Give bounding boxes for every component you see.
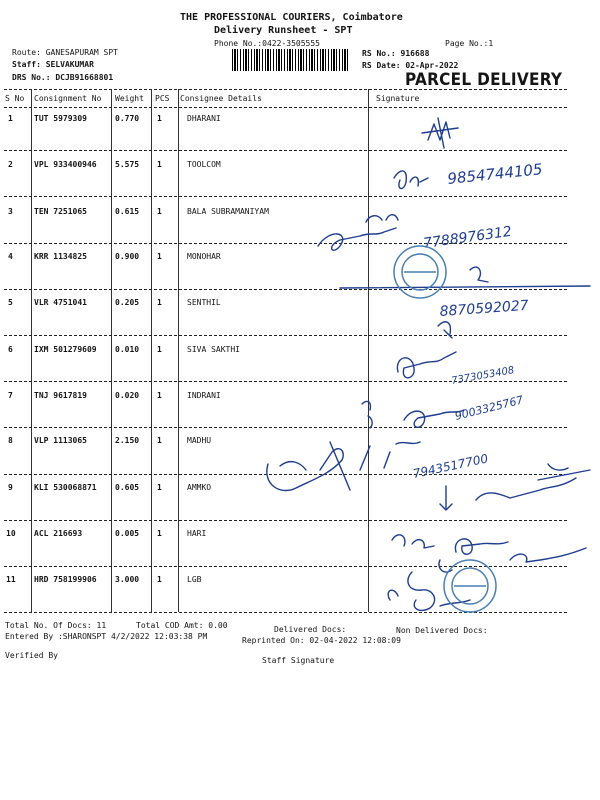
signature-scribble xyxy=(366,215,398,222)
handwritten-phone: 7788976312 xyxy=(422,223,513,252)
reprinted-on: Reprinted On: 02-04-2022 12:08:09 xyxy=(242,636,401,645)
signature-scribble xyxy=(455,539,508,554)
row-weight: 3.000 xyxy=(115,575,140,584)
signature-scribble xyxy=(440,486,452,510)
row-sno: 7 xyxy=(8,391,13,400)
signature-scribble xyxy=(422,118,458,148)
signature-scribble xyxy=(394,171,428,189)
row-weight: 0.900 xyxy=(115,252,140,261)
route-label: Route: GANESAPURAM SPT xyxy=(12,48,118,57)
row-consignee: MADHU xyxy=(187,436,212,445)
document-title: Delivery Runsheet - SPT xyxy=(214,25,353,36)
signature-scribble xyxy=(438,322,452,338)
total-docs: Total No. Of Docs: 11 xyxy=(5,621,107,630)
row-sno: 3 xyxy=(8,207,13,216)
row-consignment: TNJ 9617819 xyxy=(34,391,87,400)
signature-scribble xyxy=(362,402,372,428)
col-sno: S No xyxy=(5,94,25,103)
rs-date: RS Date: 02-Apr-2022 xyxy=(362,61,459,70)
handwritten-phone: 7373053408 xyxy=(450,365,516,387)
row-sno: 1 xyxy=(8,114,13,123)
row-consignment: VPL 933400946 xyxy=(34,160,97,169)
staff-signature: Staff Signature xyxy=(262,656,335,665)
signature-scribble xyxy=(388,572,470,610)
signature-scribble xyxy=(330,442,420,490)
signature-scribble xyxy=(267,449,343,491)
row-sno: 9 xyxy=(8,483,13,492)
row-consignment: VLR 4751041 xyxy=(34,298,87,307)
row-consignment: HRD 758199906 xyxy=(34,575,97,584)
row-weight: 0.005 xyxy=(115,529,140,538)
row-pcs: 1 xyxy=(157,483,162,492)
row-consignee: HARI xyxy=(187,529,207,538)
row-consignee: BALA SUBRAMANIYAM xyxy=(187,207,269,216)
phone-number: Phone No.:0422-3505555 xyxy=(214,39,320,48)
signature-scribble xyxy=(476,464,590,500)
row-pcs: 1 xyxy=(157,529,162,538)
row-pcs: 1 xyxy=(157,160,162,169)
row-pcs: 1 xyxy=(157,114,162,123)
row-weight: 5.575 xyxy=(115,160,140,169)
row-consignee: LGB xyxy=(187,575,202,584)
row-pcs: 1 xyxy=(157,436,162,445)
signature-scribble xyxy=(392,535,434,548)
rs-number: RS No.: 916688 xyxy=(362,49,430,58)
col-signature: Signature xyxy=(376,94,420,103)
row-consignment: VLP 1113065 xyxy=(34,436,87,445)
col-consignment: Consignment No xyxy=(34,94,102,103)
row-consignment: KLI 530068871 xyxy=(34,483,97,492)
company-name: THE PROFESSIONAL COURIERS, Coimbatore xyxy=(180,12,403,23)
row-consignment: TEN 7251065 xyxy=(34,207,87,216)
col-weight: Weight xyxy=(115,94,144,103)
col-consignee: Consignee Details xyxy=(180,94,262,103)
row-sno: 11 xyxy=(6,575,16,584)
row-weight: 0.010 xyxy=(115,345,140,354)
row-weight: 0.605 xyxy=(115,483,140,492)
signature-scribble xyxy=(318,228,396,250)
handwritten-phone: 9003325767 xyxy=(453,393,525,423)
handwritten-phone: 9854744105 xyxy=(446,160,544,188)
row-consignment: ACL 216693 xyxy=(34,529,83,538)
col-pcs: PCS xyxy=(155,94,170,103)
row-consignment: TUT 5979309 xyxy=(34,114,87,123)
row-sno: 6 xyxy=(8,345,13,354)
row-pcs: 1 xyxy=(157,298,162,307)
row-sno: 5 xyxy=(8,298,13,307)
non-delivered-docs: Non Delivered Docs: xyxy=(396,626,488,635)
row-weight: 0.205 xyxy=(115,298,140,307)
signature-scribble xyxy=(510,548,586,562)
delivered-docs: Delivered Docs: xyxy=(274,625,347,634)
row-pcs: 1 xyxy=(157,252,162,261)
row-sno: 2 xyxy=(8,160,13,169)
signature-scribble xyxy=(397,352,456,378)
row-consignee: SENTHIL xyxy=(187,298,221,307)
row-pcs: 1 xyxy=(157,391,162,400)
row-consignee: MONOHAR xyxy=(187,252,221,261)
verified-by: Verified By xyxy=(5,651,58,660)
row-sno: 4 xyxy=(8,252,13,261)
row-sno: 8 xyxy=(8,436,13,445)
courier-stamp-2 xyxy=(444,560,496,612)
row-weight: 2.150 xyxy=(115,436,140,445)
handwritten-phone: 7943517700 xyxy=(411,451,490,481)
page-number: Page No.:1 xyxy=(445,39,494,48)
row-weight: 0.770 xyxy=(115,114,140,123)
handwritten-phone: 8870592027 xyxy=(439,297,530,320)
row-consignee: SIVA SAKTHI xyxy=(187,345,240,354)
row-pcs: 1 xyxy=(157,207,162,216)
row-weight: 0.020 xyxy=(115,391,140,400)
courier-stamp-1 xyxy=(394,246,446,298)
row-consignee: DHARANI xyxy=(187,114,221,123)
row-consignment: KRR 1134825 xyxy=(34,252,87,261)
row-sno: 10 xyxy=(6,529,16,538)
signature-scribble xyxy=(340,267,590,288)
parcel-delivery-banner: PARCEL DELIVERY xyxy=(405,70,563,90)
staff-label: Staff: SELVAKUMAR xyxy=(12,60,94,69)
row-consignee: TOOLCOM xyxy=(187,160,221,169)
row-consignment: IXM 501279609 xyxy=(34,345,97,354)
row-pcs: 1 xyxy=(157,345,162,354)
row-consignee: INDRANI xyxy=(187,391,221,400)
drs-number: DRS No.: DCJB91668801 xyxy=(12,73,114,82)
total-cod-amount: Total COD Amt: 0.00 xyxy=(136,621,228,630)
row-consignee: AMMKO xyxy=(187,483,212,492)
entered-by: Entered By :SHARONSPT 4/2/2022 12:03:38 PM xyxy=(5,632,208,641)
row-weight: 0.615 xyxy=(115,207,140,216)
row-pcs: 1 xyxy=(157,575,162,584)
